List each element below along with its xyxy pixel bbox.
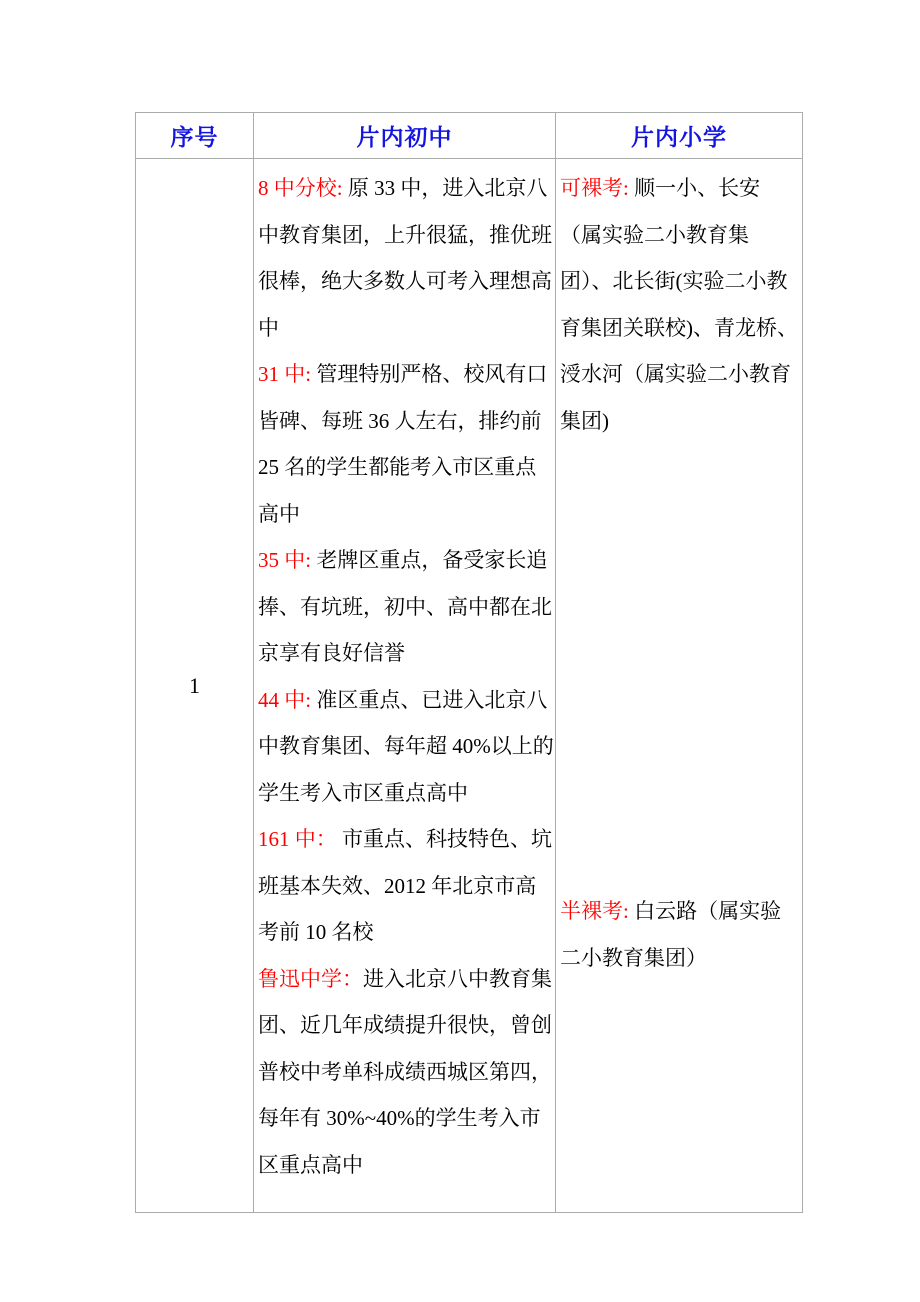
schools-table	[135, 112, 803, 1213]
school-name-label: 鲁迅中学：	[258, 966, 363, 991]
primary-school-list: 白云路（属实验二小教育集团）	[560, 899, 782, 970]
header-serial-number: 序号	[136, 113, 254, 159]
primary-schools-cell	[556, 159, 803, 1213]
school-name-label: 8 中分校:	[258, 176, 343, 200]
school-description: 管理特别严格、校风有口皆碑、每班 36 人左右，排约前 25 名的学生都能考入市区重点高中	[258, 362, 548, 526]
exam-category-label: 半裸考:	[560, 899, 629, 923]
school-name-label: 161 中：	[258, 827, 337, 851]
school-description: 准区重点、已进入北京八中教育集团、每年超 40%以上的学生考入市区重点高中	[258, 687, 554, 805]
school-description: 老牌区重点，备受家长追捧、有坑班，初中、高中都在北京享有良好信誉	[258, 548, 552, 665]
primary-school-entry	[560, 165, 801, 444]
school-name-label: 31 中:	[258, 362, 312, 386]
middle-school-entry	[258, 351, 554, 537]
school-description: 原 33 中，进入北京八中教育集团，上升很猛，推优班很棒，绝大多数人可考入理想高中	[258, 176, 552, 340]
school-name-label: 35 中:	[258, 548, 312, 572]
middle-school-entry	[258, 677, 554, 817]
middle-school-entry	[258, 956, 554, 1189]
middle-schools-cell	[254, 159, 556, 1213]
row-number: 1	[189, 672, 200, 698]
school-description: 进入北京八中教育集团、近几年成绩提升很快，曾创普校中考单科成绩西城区第四，每年有 30%~40%的学生考入市区重点高中	[258, 966, 552, 1177]
middle-school-entry	[258, 816, 554, 956]
exam-category-label: 可裸考:	[560, 176, 629, 200]
table-body-row	[136, 159, 803, 1213]
header-middle-schools: 片内初中	[254, 113, 556, 159]
primary-school-entry	[560, 888, 801, 981]
school-description: 市重点、科技特色、坑班基本失效、2012 年北京市高考前 10 名校	[258, 827, 552, 944]
middle-school-entry	[258, 537, 554, 677]
primary-school-list: 顺一小、长安（属实验二小教育集团）、北长街(实验二小教育集团关联校)、青龙桥、涭水河（属实验二小教育集团)	[560, 176, 798, 433]
school-name-label: 44 中:	[258, 687, 312, 712]
row-number-cell	[136, 159, 254, 1213]
header-primary-schools: 片内小学	[556, 113, 803, 159]
table-header-row	[136, 113, 803, 159]
middle-school-entry	[258, 165, 554, 351]
